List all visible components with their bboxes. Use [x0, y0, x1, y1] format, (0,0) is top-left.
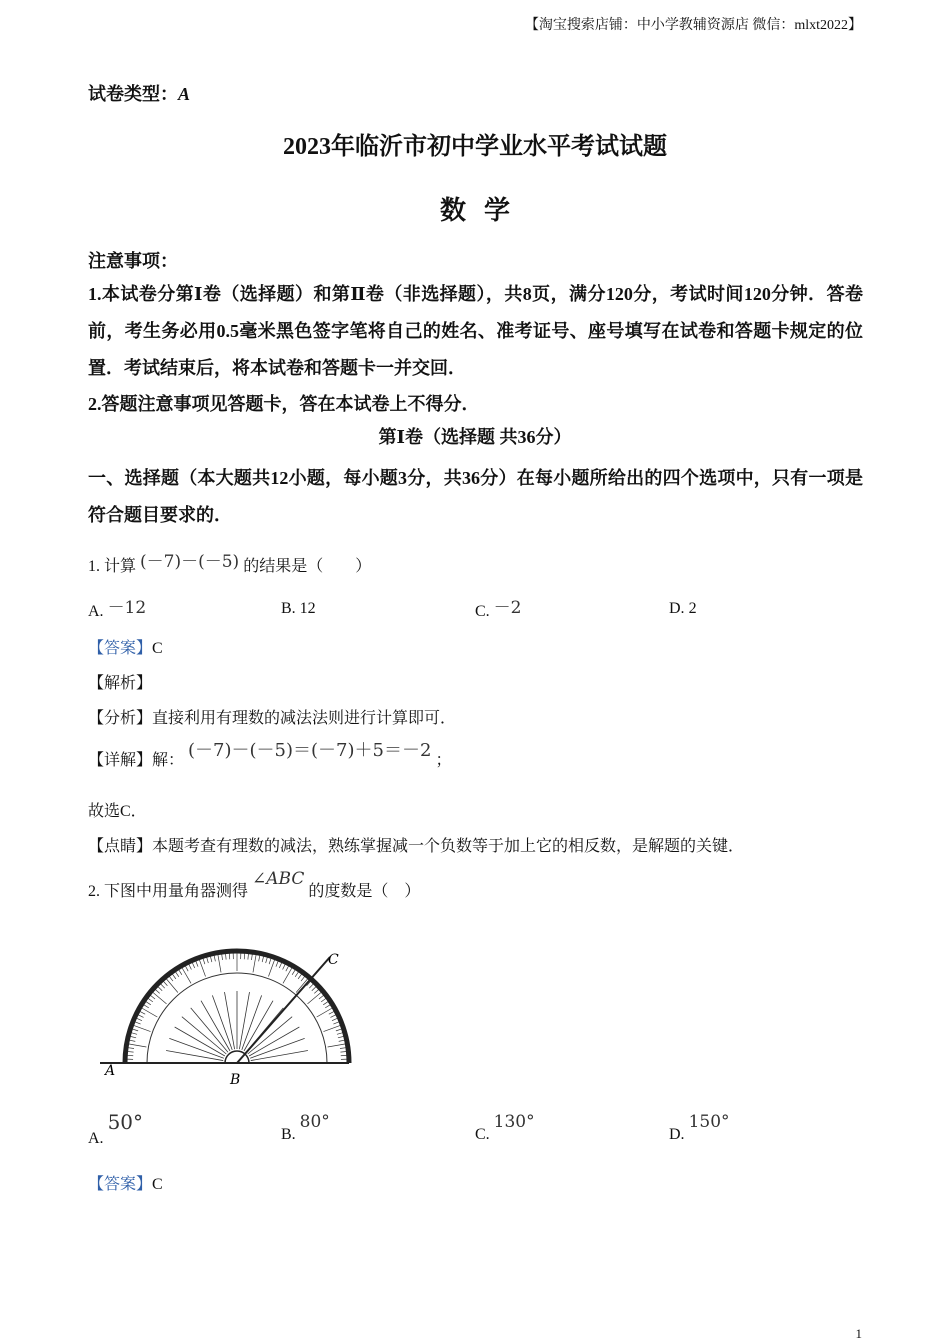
protractor-ticks — [126, 952, 348, 1063]
q1-option-b — [281, 600, 316, 618]
q1-option-b-value: 12 — [299, 600, 316, 617]
protractor-tick — [317, 1008, 333, 1018]
q2-option-a-value: 50° — [107, 1110, 144, 1134]
protractor-tick — [128, 1044, 147, 1047]
exam-type-value: A — [178, 84, 191, 104]
q2-option-b-value: 80° — [299, 1112, 330, 1132]
q2-option-a — [88, 1110, 144, 1147]
q2-answer-value: C — [152, 1176, 163, 1193]
label-b: B — [230, 1072, 241, 1088]
exam-type — [88, 80, 190, 106]
q2-option-c-letter: C. — [475, 1126, 490, 1143]
protractor-tick — [268, 959, 274, 977]
protractor-tick — [152, 992, 167, 1004]
question-2 — [88, 869, 421, 901]
protractor-tick — [166, 978, 178, 993]
q2-option-a-letter: A. — [88, 1130, 104, 1147]
q2-suffix: 的度数是（ ） — [308, 883, 421, 900]
q1-option-b-letter: B. — [281, 600, 296, 617]
protractor-radial-line — [169, 1038, 224, 1058]
protractor-tick — [253, 954, 256, 973]
ray-bc — [237, 957, 330, 1063]
q2-option-d-value: 150° — [688, 1112, 730, 1132]
protractor-tick — [182, 967, 192, 983]
protractor-radial-line — [242, 995, 262, 1050]
q1-suffix: 的结果是（ ） — [243, 558, 372, 575]
q1-fenxi-tag: 【分析】 — [88, 710, 153, 727]
protractor-tick — [323, 1025, 341, 1031]
q1-detail-tag: 【详解】 — [88, 752, 153, 769]
exam-type-label: 试卷类型： — [88, 84, 178, 104]
label-a: A — [105, 1063, 116, 1079]
q1-prefix: 1. 计算 — [88, 558, 137, 575]
protractor-radial-line — [251, 1050, 308, 1060]
q1-conclusion: 故选C． — [88, 803, 147, 820]
q2-answer-tag: 【答案】 — [88, 1176, 153, 1193]
q1-detail-prefix: 解： — [152, 752, 185, 769]
q2-prefix: 2. 下图中用量角器测得 — [88, 883, 249, 900]
protractor-radial-line — [212, 995, 232, 1050]
q1-option-a-value: －12 — [107, 598, 147, 618]
page-number: 1 — [855, 1326, 862, 1341]
protractor-radial-line — [239, 992, 249, 1049]
q2-option-c-value: 130° — [493, 1112, 535, 1132]
notice-item-1: 1.本试卷分第Ⅰ卷（选择题）和第Ⅱ卷（非选择题），共8页，满分120分，考试时间120分钟．答卷前，考生务必用0.5毫米黑色签字笔将自己的姓名、准考证号、座号填写在试卷和答题卡规定的位置．考试结束后，将本试卷和答题卡一并交回． — [88, 284, 863, 378]
q1-fenxi — [88, 705, 456, 728]
q1-option-d — [669, 600, 697, 618]
section-intro: 一、选择题（本大题共12小题，每小题3分，共36分）在每小题所给出的四个选项中，只有一项是符合题目要求的． — [88, 468, 863, 525]
q1-option-c-letter: C. — [475, 603, 490, 620]
protractor-radial-line — [166, 1050, 223, 1060]
q1-comment — [88, 833, 744, 856]
notice-heading: 注意事项： — [88, 251, 178, 271]
protractor-tick — [328, 1044, 347, 1047]
q1-option-d-letter: D. — [669, 600, 685, 617]
q1-fenxi-text: 直接利用有理数的减法法则进行计算即可． — [152, 710, 457, 727]
q1-option-c — [475, 596, 522, 621]
q1-detail-expression: (－7)－(－5)＝(－7)＋5＝－2 — [188, 740, 432, 761]
header-note: 【淘宝搜索店铺：中小学教辅资源店 微信：mlxt2022】 — [524, 18, 862, 33]
q1-option-a — [88, 596, 146, 621]
q1-detail-suffix: ； — [435, 752, 452, 769]
notice-item-2: 2.答题注意事项见答题卡，答在本试卷上不得分． — [88, 394, 480, 414]
page-title: 2023年临沂市初中学业水平考试试题 — [283, 134, 667, 160]
q2-answer — [88, 1171, 163, 1194]
q1-detail — [88, 740, 452, 771]
q2-option-b-letter: B. — [281, 1126, 296, 1143]
protractor-tick — [199, 959, 205, 977]
protractor-radial-line — [250, 1038, 305, 1058]
protractor-figure — [95, 935, 355, 1090]
label-c: C — [328, 952, 339, 968]
subject-title: 数学 — [439, 196, 528, 225]
q1-comment-text: 本题考查有理数的减法，熟练掌握减一个负数等于加上它的相反数，是解题的关键． — [152, 838, 745, 855]
q1-comment-tag: 【点睛】 — [88, 838, 153, 855]
protractor-radial-line — [224, 992, 234, 1049]
protractor-tick — [133, 1025, 151, 1031]
protractor-tick — [307, 992, 322, 1004]
q1-option-d-value: 2 — [688, 600, 697, 617]
protractor-tick — [218, 954, 221, 973]
q1-analysis-tag: 【解析】 — [88, 675, 153, 692]
q2-expression: ∠ABC — [252, 869, 305, 889]
q1-answer-value: C — [152, 640, 163, 657]
q2-option-d-letter: D. — [669, 1126, 685, 1143]
q2-option-c — [475, 1112, 535, 1143]
protractor-tick — [283, 967, 293, 983]
q1-option-c-value: －2 — [493, 598, 522, 618]
protractor-tick — [141, 1008, 157, 1018]
q1-answer — [88, 635, 163, 658]
question-1 — [88, 551, 371, 576]
q2-option-b — [281, 1112, 330, 1143]
q1-answer-tag: 【答案】 — [88, 640, 153, 657]
section-heading: 第Ⅰ卷（选择题 共36分） — [378, 427, 572, 447]
q1-expression: (－7)－(－5) — [140, 552, 240, 572]
q1-option-a-letter: A. — [88, 603, 104, 620]
q2-option-d — [669, 1112, 730, 1143]
